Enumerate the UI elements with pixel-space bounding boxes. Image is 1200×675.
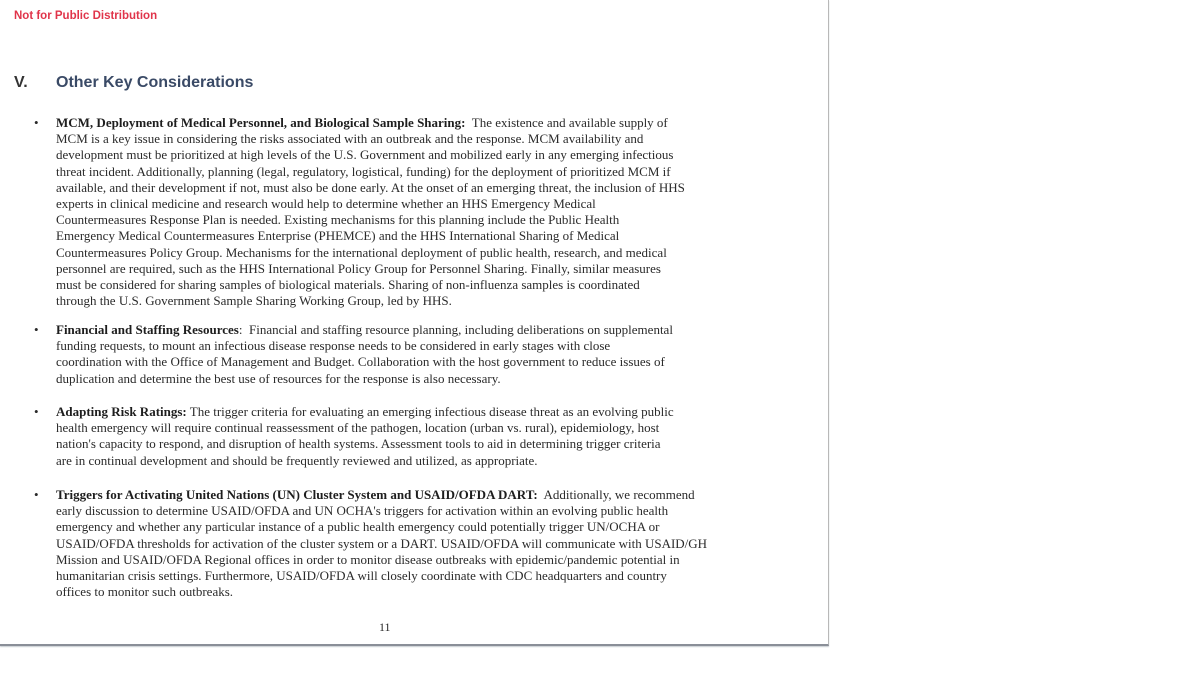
bullet-icon: • [34,115,39,130]
item-line: available, and their development if not, must also be done early. At the onset of an emerging threat, the inclusion of HHS [56,179,685,195]
item-line: personnel are required, such as the HHS International Policy Group for Personnel Sharing. Finally, similar measures [56,260,661,276]
bullet-icon: • [34,404,39,419]
bullet-item [34,487,708,600]
item-line: USAID/OFDA thresholds for activation of the cluster system or a DART. USAID/OFDA will communicate with USAID/GH [56,535,708,551]
item-heading: Adapting Risk Ratings: [56,404,187,419]
bullet-icon: • [34,487,39,502]
item-line: Countermeasures Response Plan is needed. Existing mechanisms for this planning include the Public Health [56,212,620,228]
item-first-line [56,115,685,131]
item-line: development must be prioritized at high levels of the U.S. Government and mobilized early in any emerging infectious [56,147,674,163]
item-line: duplication and determine the best use of resources for the response is also necessary. [56,370,501,386]
item-line: Mission and USAID/OFDA Regional offices in order to monitor disease outbreaks with epidemic/pandemic potential in [56,551,680,567]
bullet-item [34,404,674,469]
item-line: early discussion to determine USAID/OFDA and UN OCHA's triggers for activation within an evolving public health [56,503,669,519]
item-heading: Triggers for Activating United Nations (UN) Cluster System and USAID/OFDA DART: [56,487,538,502]
item-line: health emergency will require continual reassessment of the pathogen, location (urban vs. rural), epidemiology, host [56,420,660,436]
page-number: 11 [379,620,391,634]
bullet-icon: • [34,322,39,337]
item-line: must be considered for sharing samples of biological materials. Sharing of non-influenza samples is coordinated [56,277,640,293]
item-text: Additionally, we recommend [537,487,695,502]
item-line: nation's capacity to respond, and disruption of health systems. Assessment tools to aid in determining trigger criteria [56,436,661,452]
item-line: coordination with the Office of Management and Budget. Collaboration with the host government to reduce issues of [56,354,665,370]
item-line: emergency and whether any particular instance of a public health emergency could potentially trigger UN/OCHA or [56,519,660,535]
section-title: Other Key Considerations [56,74,254,91]
item-line: Emergency Medical Countermeasures Enterprise (PHEMCE) and the HHS International Sharing of Medical [56,228,620,244]
item-first-line [56,404,674,420]
item-line: offices to monitor such outbreaks. [56,584,234,600]
item-line: threat incident. Additionally, planning (legal, regulatory, logistical, funding) for the deployment of prioritized MCM if [56,163,671,179]
item-heading: Financial and Staffing Resources [56,322,239,337]
section-number: V. [14,74,28,91]
item-text: The existence and available supply of [465,115,668,130]
item-text: The trigger criteria for evaluating an emerging infectious disease threat as an evolving public [186,404,674,419]
item-line: funding requests, to mount an infectious disease response needs to be considered in early stages with close [56,338,611,354]
item-line: humanitarian crisis settings. Furthermore, USAID/OFDA will closely coordinate with CDC headquarters and country [56,568,667,584]
distribution-stamp: Not for Public Distribution [14,10,158,22]
item-text: : Financial and staffing resource planning, including deliberations on supplemental [238,322,673,337]
item-first-line [56,487,707,503]
item-first-line [56,322,673,338]
bullet-item [34,322,673,387]
bullet-item [34,115,685,309]
item-line: through the U.S. Government Sample Sharing Working Group, led by HHS. [56,293,452,309]
item-line: MCM is a key issue in considering the risks associated with an outbreak and the response. MCM availability and [56,131,644,147]
item-heading: MCM, Deployment of Medical Personnel, and Biological Sample Sharing: [56,115,466,130]
item-line: are in continual development and should be frequently reviewed and utilized, as appropriate. [56,452,538,468]
item-line: experts in clinical medicine and research would help to determine whether an HHS Emergency Medical [56,196,596,212]
item-line: Countermeasures Policy Group. Mechanisms for the international deployment of public health, research, and medical [56,244,667,260]
